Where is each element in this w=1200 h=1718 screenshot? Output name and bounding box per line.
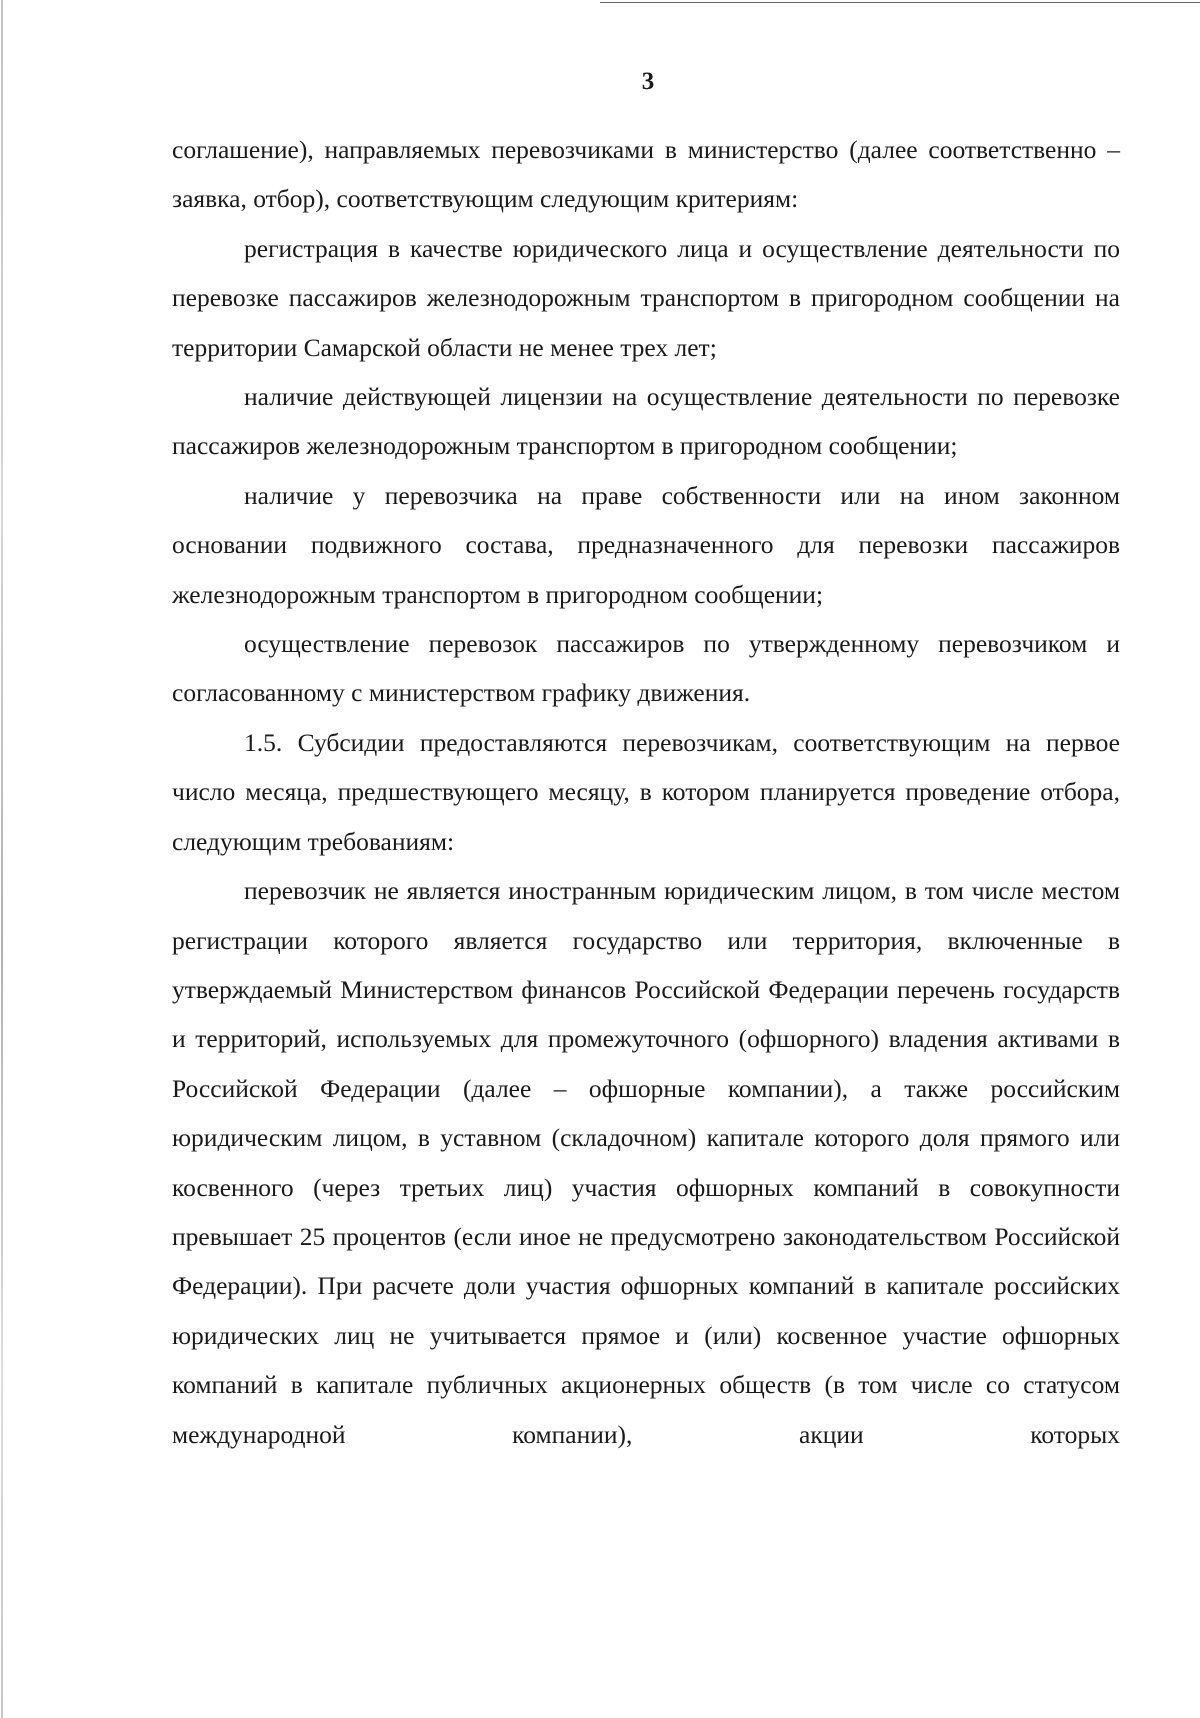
paragraph-criterion-schedule: осуществление перевозок пассажиров по утвержденному перевозчиком и согласованному с министерством графику движения. xyxy=(172,629,1120,708)
document-body xyxy=(172,125,1120,1459)
paragraph-criterion-license: наличие действующей лицензии на осуществление деятельности по перевозке пассажиров железнодорожным транспортом в пригородном сообщении; xyxy=(172,382,1120,461)
paragraph-offshore-requirement: перевозчик не является иностранным юридическим лицом, в том числе местом регистрации которого является государство или территория, включенные в утверждаемый Министерством финансов Российской Федерации перечень государств и территорий, используемых для промежуточного (офшорного) владения активами в Российской Федерации (далее – офшорные компании), а также российским юридическим лицом, в уставном (складочном) капитале которого доля прямого или косвенного (через третьих лиц) участия офшорных компаний в совокупности превышает 25 процентов (если иное не предусмотрено законодательством Российской Федерации). При расчете доли участия офшорных компаний в капитале российских юридических лиц не учитывается прямое и (или) косвенное участие офшорных компаний в капитале публичных акционерных обществ (в том числе со статусом международной компании), акции которых xyxy=(172,876,1120,1449)
paragraph-criteria-intro: соглашение), направляемых перевозчиками в министерство (далее соответственно – заявка, отбор), соответствующим следующим критериям: xyxy=(172,135,1120,214)
paragraph-section-1-5: 1.5. Субсидии предоставляются перевозчикам, соответствующим на первое число месяца, предшествующего месяцу, в котором планируется проведение отбора, следующим требованиям: xyxy=(172,727,1120,856)
page-number: 3 xyxy=(641,68,655,95)
scan-edge-left xyxy=(1,0,3,1718)
paragraph-criterion-registration: регистрация в качестве юридического лица и осуществление деятельности по перевозке пассажиров железнодорожным транспортом в пригородном сообщении на территории Самарской области не менее трех лет; xyxy=(172,233,1120,362)
scan-edge-top xyxy=(600,2,1200,3)
paragraph-criterion-rolling-stock: наличие у перевозчика на праве собственности или на ином законном основании подвижного состава, предназначенного для перевозки пассажиров железнодорожным транспортом в пригородном сообщении; xyxy=(172,480,1120,609)
